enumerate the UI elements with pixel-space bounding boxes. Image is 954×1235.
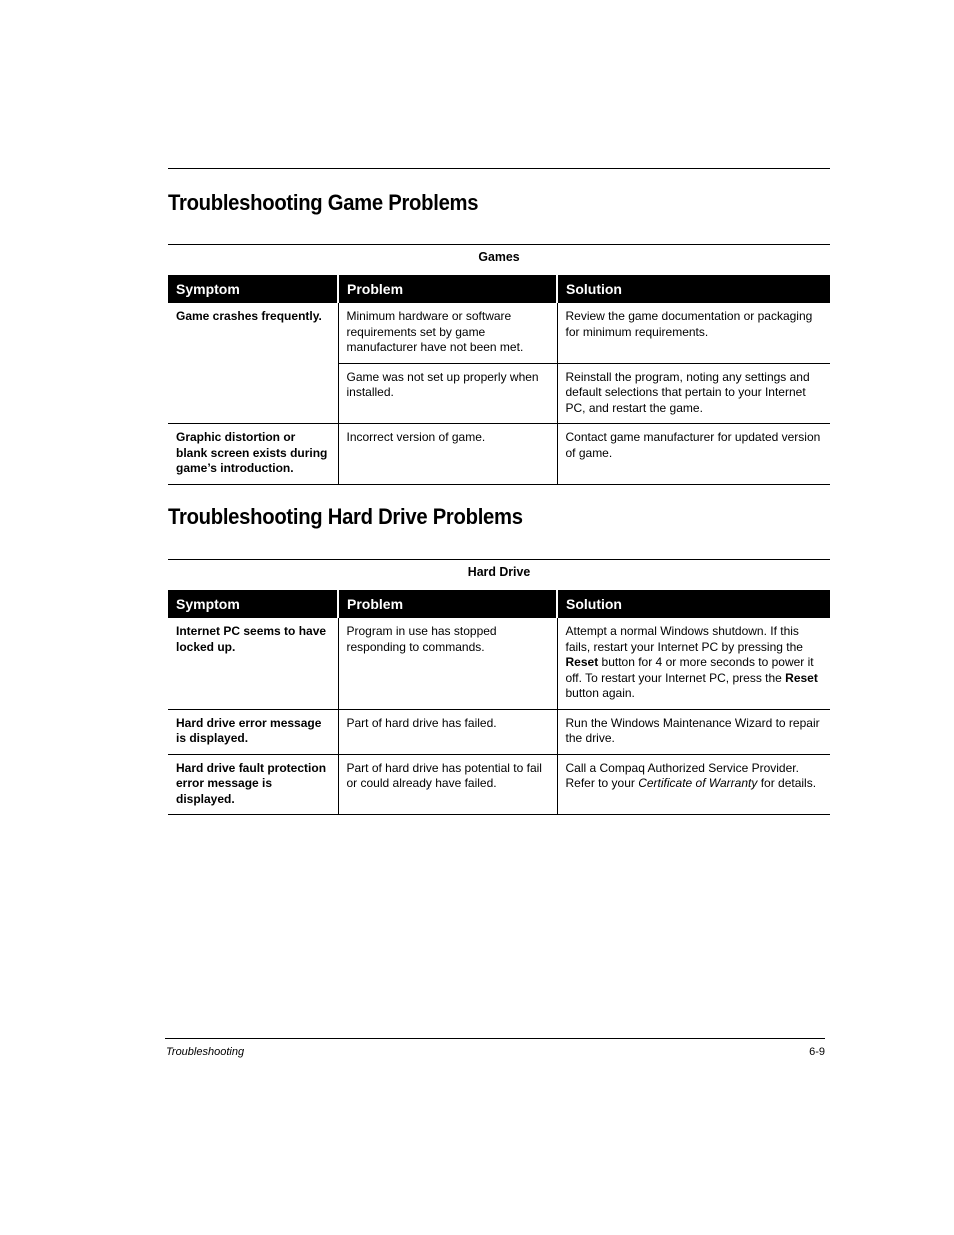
harddrive-header-symptom: Symptom <box>168 590 338 618</box>
symptom-cell: Internet PC seems to have locked up. <box>176 624 327 654</box>
warranty-doc-title: Certificate of Warranty <box>638 776 758 790</box>
solution-text: Attempt a normal Windows shutdown. If this fails, restart your Internet PC by pressing the <box>565 624 803 654</box>
symptom-cell: Graphic distortion or blank screen exists during game’s introduction. <box>168 424 338 485</box>
table-row <box>168 754 830 815</box>
problem-cell: Incorrect version of game. <box>338 424 557 485</box>
solution-text: Call a Compaq Authorized Service Provider. Refer to your <box>565 760 799 790</box>
problem-cell: Part of hard drive has failed. <box>338 709 557 754</box>
solution-text: for details. <box>757 776 817 790</box>
table-row <box>168 424 830 485</box>
harddrive-header-problem: Problem <box>338 590 557 618</box>
reset-button-term: Reset <box>565 655 599 669</box>
games-table-caption: Games <box>478 249 520 264</box>
games-section-title: Troubleshooting Game Problems <box>168 190 479 215</box>
games-table-block <box>168 244 830 485</box>
games-header-symptom: Symptom <box>168 275 338 303</box>
solution-cell <box>557 754 830 815</box>
harddrive-section-title: Troubleshooting Hard Drive Problems <box>168 504 523 529</box>
problem-cell: Game was not set up properly when installed. <box>338 363 557 424</box>
table-row <box>168 363 830 424</box>
games-header-row <box>168 275 830 303</box>
footer-page-number: 6-9 <box>809 1046 825 1058</box>
harddrive-table-block <box>168 559 830 815</box>
harddrive-table <box>168 590 830 815</box>
solution-text: button for 4 or more seconds to power it off. To restart your Internet PC, press the <box>565 655 814 685</box>
reset-button-term: Reset <box>785 670 818 685</box>
symptom-cell: Hard drive error message is displayed. <box>168 709 338 754</box>
solution-cell <box>557 618 830 709</box>
problem-cell: Program in use has stopped responding to commands. <box>338 618 557 709</box>
top-rule <box>168 168 830 169</box>
table-row <box>168 618 830 709</box>
games-header-problem: Problem <box>338 275 557 303</box>
harddrive-header-solution: Solution <box>557 590 830 618</box>
solution-cell: Review the game documentation or packaging for minimum requirements. <box>557 303 830 363</box>
harddrive-table-caption: Hard Drive <box>467 564 531 579</box>
symptom-cell <box>168 363 338 424</box>
harddrive-header-row <box>168 590 830 618</box>
solution-cell: Reinstall the program, noting any settings and default selections that pertain to your Internet PC, and restart the game. <box>557 363 830 424</box>
games-table <box>168 275 830 485</box>
footer-rule <box>165 1038 825 1039</box>
symptom-cell: Game crashes frequently. <box>176 309 322 323</box>
problem-cell: Part of hard drive has potential to fail or could already have failed. <box>338 754 557 815</box>
solution-cell: Contact game manufacturer for updated version of game. <box>557 424 830 485</box>
problem-cell: Minimum hardware or software requirements set by game manufacturer have not been met. <box>338 303 557 363</box>
table-row <box>168 303 830 363</box>
solution-text: button again. <box>565 686 635 700</box>
footer-chapter-name: Troubleshooting <box>166 1046 245 1058</box>
symptom-cell: Hard drive fault protection error message is displayed. <box>168 754 338 815</box>
table-row <box>168 709 830 754</box>
games-header-solution: Solution <box>557 275 830 303</box>
solution-cell: Run the Windows Maintenance Wizard to repair the drive. <box>557 709 830 754</box>
